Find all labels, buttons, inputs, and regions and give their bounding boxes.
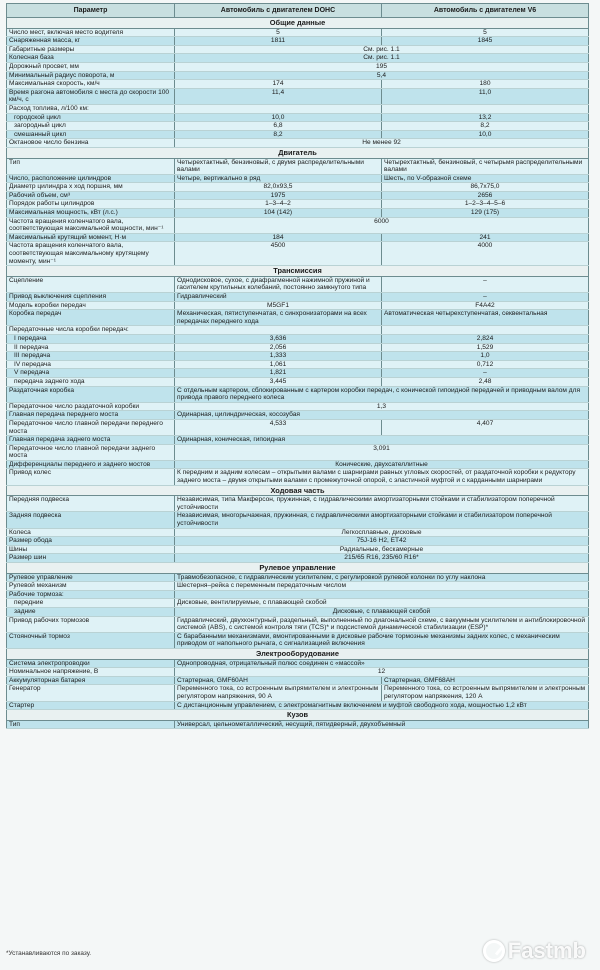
value-cell-v6: – (382, 369, 589, 378)
table-row (7, 386, 589, 402)
param-cell: Максимальная скорость, км/ч (7, 80, 175, 89)
section-title: Общие данные (7, 18, 589, 29)
param-cell: Стартер (7, 701, 175, 710)
table-row (7, 419, 589, 435)
value-cell-shared: Независимая, типа Макферсон, пружинная, с гидравлическими амортизаторными стойками и стабилизатором поперечной устойчивости (175, 496, 589, 512)
section-engine (7, 147, 589, 158)
table-row (7, 537, 589, 546)
table-row (7, 191, 589, 200)
param-cell: Передаточное число раздаточной коробки (7, 402, 175, 411)
value-cell-dohc: 104 (142) (175, 209, 382, 218)
param-cell: Дорожный просвет, мм (7, 62, 175, 71)
table-row (7, 607, 589, 616)
param-cell: Расход топлива, л/100 км: (7, 104, 175, 113)
value-cell-dohc: 10,0 (175, 113, 382, 122)
value-cell-v6: 1,0 (382, 352, 589, 361)
table-row (7, 352, 589, 361)
value-cell-v6: 10,0 (382, 130, 589, 139)
param-cell: Время разгона автомобиля с места до скорости 100 км/ч, с (7, 88, 175, 104)
table-row (7, 460, 589, 469)
value-cell-dohc: Четырехтактный, бензиновый, с двумя распределительными валами (175, 158, 382, 174)
value-cell-dohc: 1,821 (175, 369, 382, 378)
value-cell-shared: Дисковые, вентилируемые, с плавающей скобой (175, 599, 589, 608)
table-row (7, 130, 589, 139)
value-cell-v6: 4,407 (382, 419, 589, 435)
value-cell-shared: Легкосплавные, дисковые (175, 528, 589, 537)
table-row (7, 369, 589, 378)
table-row (7, 360, 589, 369)
param-cell: Порядок работы цилиндров (7, 200, 175, 209)
table-row (7, 54, 589, 63)
value-cell-shared: Однопроводная, отрицательный полюс соединен с «массой» (175, 659, 589, 668)
spec-table (6, 3, 589, 729)
value-cell-dohc: 6,8 (175, 122, 382, 131)
value-cell-shared: См. рис. 1.1 (175, 54, 589, 63)
value-cell-dohc: 184 (175, 233, 382, 242)
section-title: Рулевое управление (7, 563, 589, 574)
value-cell-v6: 2,48 (382, 377, 589, 386)
value-cell-v6: 1,529 (382, 343, 589, 352)
value-cell-shared: Одинарная, коническая, гипоидная (175, 436, 589, 445)
value-cell-dohc: 2,056 (175, 343, 382, 352)
table-row (7, 28, 589, 37)
value-cell-dohc: 1975 (175, 191, 382, 200)
value-cell-v6: 86,7x75,0 (382, 183, 589, 192)
param-cell: Колесная база (7, 54, 175, 63)
value-cell-v6 (382, 326, 589, 335)
value-cell-v6: 241 (382, 233, 589, 242)
table-row (7, 276, 589, 292)
param-cell: Главная передача переднего моста (7, 411, 175, 420)
value-cell-dohc: 4,533 (175, 419, 382, 435)
spec-sheet (6, 3, 588, 729)
table-row (7, 200, 589, 209)
value-cell-v6: 1–2–3–4–5–6 (382, 200, 589, 209)
value-cell-dohc: 3,445 (175, 377, 382, 386)
value-cell-v6: 0,712 (382, 360, 589, 369)
table-row (7, 659, 589, 668)
value-cell-v6: Автоматическая четырехступенчатая, секвентальная (382, 310, 589, 326)
section-title: Трансмиссия (7, 266, 589, 277)
table-row (7, 402, 589, 411)
param-cell: Рабочий объем, см³ (7, 191, 175, 200)
value-cell-dohc: 174 (175, 80, 382, 89)
fastmb-logo-icon (483, 940, 505, 962)
value-cell-dohc: Гидравлический (175, 293, 382, 302)
param-cell: Стояночный тормоз (7, 632, 175, 648)
table-row (7, 233, 589, 242)
value-cell-shared: См. рис. 1.1 (175, 45, 589, 54)
table-row (7, 71, 589, 80)
value-cell-v6: Переменного тока, со встроенным выпрямителем и электронным регулятором напряжения, 120 А (382, 685, 589, 701)
value-cell-shared: Конические, двухсателлитные (175, 460, 589, 469)
table-row (7, 217, 589, 233)
table-row (7, 599, 589, 608)
value-cell-shared: Дисковые, с плавающей скобой (175, 607, 589, 616)
param-cell: загородный цикл (7, 122, 175, 131)
section-general (7, 18, 589, 29)
table-row (7, 377, 589, 386)
table-row (7, 242, 589, 266)
value-cell-dohc (175, 326, 382, 335)
param-cell: IV передача (7, 360, 175, 369)
table-row (7, 436, 589, 445)
value-cell-dohc: 1,061 (175, 360, 382, 369)
value-cell-shared: К передним и задним колесам – открытыми валами с шарнирами равных угловых скоростей, от раздаточной коробки к редуктору заднего моста – двумя открытыми валами с промежуточной опорой, с эластичной муфтой и с карданными шарнирами (175, 469, 589, 485)
param-cell: Тип (7, 720, 175, 729)
value-cell-shared: Радиальные, бескамерные (175, 545, 589, 554)
section-electrical (7, 648, 589, 659)
value-cell-v6: F4A42 (382, 301, 589, 310)
table-row (7, 113, 589, 122)
table-row (7, 496, 589, 512)
param-cell: Модель коробки передач (7, 301, 175, 310)
value-cell-dohc: 5 (175, 28, 382, 37)
table-row (7, 411, 589, 420)
param-cell: Дифференциалы переднего и заднего мостов (7, 460, 175, 469)
section-title: Электрооборудование (7, 648, 589, 659)
value-cell-v6: 2656 (382, 191, 589, 200)
param-cell: Число, расположение цилиндров (7, 174, 175, 183)
table-row (7, 45, 589, 54)
value-cell-dohc (175, 104, 382, 113)
value-cell-dohc: Четыре, вертикально в ряд (175, 174, 382, 183)
value-cell-v6: Шесть, по V-образной схеме (382, 174, 589, 183)
value-cell-shared: 6000 (175, 217, 589, 233)
param-cell: смешанный цикл (7, 130, 175, 139)
param-cell: Привод рабочих тормозов (7, 616, 175, 632)
value-cell-v6: – (382, 276, 589, 292)
value-cell-shared (175, 590, 589, 599)
param-cell: Размер шин (7, 554, 175, 563)
value-cell-shared: Травмобезопасное, с гидравлическим усилителем, с регулировкой рулевой колонки по углу наклона (175, 573, 589, 582)
table-header (7, 4, 589, 18)
param-cell: Привод выключения сцепления (7, 293, 175, 302)
param-cell: Коробка передач (7, 310, 175, 326)
section-title: Кузов (7, 710, 589, 721)
value-cell-dohc: 1,333 (175, 352, 382, 361)
table-row (7, 88, 589, 104)
param-cell: I передача (7, 334, 175, 343)
value-cell-shared: 3,091 (175, 444, 589, 460)
param-cell: передние (7, 599, 175, 608)
section-chassis (7, 485, 589, 496)
table-row (7, 326, 589, 335)
param-cell: Число мест, включая место водителя (7, 28, 175, 37)
table-row (7, 545, 589, 554)
param-cell: Номинальное напряжение, В (7, 668, 175, 677)
table-row (7, 209, 589, 218)
value-cell-dohc: 1811 (175, 37, 382, 46)
param-cell: Задняя подвеска (7, 512, 175, 528)
param-cell: городской цикл (7, 113, 175, 122)
table-row (7, 554, 589, 563)
table-row (7, 444, 589, 460)
table-row (7, 183, 589, 192)
table-row (7, 590, 589, 599)
section-title: Ходовая часть (7, 485, 589, 496)
table-row (7, 512, 589, 528)
value-cell-v6: 129 (175) (382, 209, 589, 218)
table-row (7, 685, 589, 701)
watermark (483, 938, 586, 964)
table-row (7, 720, 589, 729)
table-row (7, 80, 589, 89)
value-cell-dohc: 4500 (175, 242, 382, 266)
param-cell: Тип (7, 158, 175, 174)
table-row (7, 573, 589, 582)
table-row (7, 469, 589, 485)
param-cell: Минимальный радиус поворота, м (7, 71, 175, 80)
value-cell-dohc: M5GF1 (175, 301, 382, 310)
value-cell-v6 (382, 104, 589, 113)
watermark-text: Fastmb (507, 938, 586, 963)
value-cell-shared: 75J-16 H2, ET42 (175, 537, 589, 546)
value-cell-shared: 215/65 R16, 235/60 R16* (175, 554, 589, 563)
section-steering (7, 563, 589, 574)
param-cell: Диаметр цилиндра х ход поршня, мм (7, 183, 175, 192)
value-cell-shared: 195 (175, 62, 589, 71)
param-cell: V передача (7, 369, 175, 378)
value-cell-dohc: 3,636 (175, 334, 382, 343)
value-cell-v6: 180 (382, 80, 589, 89)
param-cell: Система электропроводки (7, 659, 175, 668)
table-row (7, 334, 589, 343)
value-cell-shared: С отдельным картером, сблокированным с картером коробки передач, с конической гипоидной передачей и приводным валом для привода правого переднего колеса (175, 386, 589, 402)
param-cell: Октановое число бензина (7, 139, 175, 148)
param-cell: Рабочие тормоза: (7, 590, 175, 599)
param-cell: Раздаточная коробка (7, 386, 175, 402)
value-cell-shared: Одинарная, цилиндрическая, косозубая (175, 411, 589, 420)
param-cell: Рулевой механизм (7, 582, 175, 591)
value-cell-v6: 11,0 (382, 88, 589, 104)
value-cell-shared: Гидравлический, двухконтурный, раздельный, выполненный по диагональной схеме, с вакуумным усилителем и антиблокировочной системой (ABS), с системой контроля тяги (TCS)* и подсистемой динамической стабилизации (ESP)* (175, 616, 589, 632)
table-row (7, 139, 589, 148)
value-cell-dohc: 11,4 (175, 88, 382, 104)
param-cell: Привод колес (7, 469, 175, 485)
value-cell-v6: 2,824 (382, 334, 589, 343)
param-cell: Шины (7, 545, 175, 554)
value-cell-v6: 4000 (382, 242, 589, 266)
value-cell-v6: Четырехтактный, бензиновый, с четырьмя распределительными валами (382, 158, 589, 174)
param-cell: Сцепление (7, 276, 175, 292)
value-cell-shared: Универсал, цельнометаллический, несущий, пятидверный, двухобъемный (175, 720, 589, 729)
section-transmission (7, 266, 589, 277)
param-cell: II передача (7, 343, 175, 352)
param-cell: Передаточное число главной передачи переднего моста (7, 419, 175, 435)
table-row (7, 174, 589, 183)
param-cell: Передаточные числа коробки передач: (7, 326, 175, 335)
col-header-param: Параметр (7, 4, 175, 18)
value-cell-shared: Независимая, многорычажная, пружинная, с гидравлическими амортизаторными стойками и стабилизатором поперечной устойчивости (175, 512, 589, 528)
table-row (7, 701, 589, 710)
value-cell-shared: Не менее 92 (175, 139, 589, 148)
param-cell: III передача (7, 352, 175, 361)
col-header-v6: Автомобиль с двигателем V6 (382, 4, 589, 18)
value-cell-dohc: Стартерная, GMF60AH (175, 676, 382, 685)
value-cell-dohc: Однодисковое, сухое, с диафрагменной нажимной пружиной и гасителем крутильных колебаний, постоянно замкнутого типа (175, 276, 382, 292)
param-cell: Габаритные размеры (7, 45, 175, 54)
table-row (7, 528, 589, 537)
table-row (7, 37, 589, 46)
value-cell-shared: 5,4 (175, 71, 589, 80)
table-row (7, 616, 589, 632)
value-cell-shared: С дистанционным управлением, с электромагнитным включением и муфтой свободного хода, мощностью 1,2 кВт (175, 701, 589, 710)
value-cell-shared: Шестерня–рейка с переменным передаточным числом (175, 582, 589, 591)
param-cell: Передаточное число главной передачи заднего моста (7, 444, 175, 460)
value-cell-v6: 13,2 (382, 113, 589, 122)
value-cell-shared: 1,3 (175, 402, 589, 411)
param-cell: передача заднего хода (7, 377, 175, 386)
value-cell-v6: – (382, 293, 589, 302)
param-cell: Колеса (7, 528, 175, 537)
table-row (7, 158, 589, 174)
section-body (7, 710, 589, 721)
table-row (7, 310, 589, 326)
value-cell-v6: Стартерная, GMF68AH (382, 676, 589, 685)
value-cell-v6: 8,2 (382, 122, 589, 131)
value-cell-shared: С барабанными механизмами, вмонтированными в дисковые рабочие тормозные механизмы задних колес, с механическим приводом от напольного рычага, с сигнализацией включения (175, 632, 589, 648)
param-cell: Передняя подвеска (7, 496, 175, 512)
param-cell: Максимальный крутящий момент, Н·м (7, 233, 175, 242)
table-row (7, 293, 589, 302)
param-cell: Генератор (7, 685, 175, 701)
table-row (7, 62, 589, 71)
param-cell: Частота вращения коленчатого вала, соответствующая максимальной мощности, мин⁻¹ (7, 217, 175, 233)
param-cell: Рулевое управление (7, 573, 175, 582)
section-title: Двигатель (7, 147, 589, 158)
value-cell-dohc: 1–3–4–2 (175, 200, 382, 209)
param-cell: Максимальная мощность, кВт (л.с.) (7, 209, 175, 218)
value-cell-dohc: Механическая, пятиступенчатая, с синхронизаторами на всех передачах переднего хода (175, 310, 382, 326)
param-cell: Размер обода (7, 537, 175, 546)
value-cell-dohc: 82,0x93,5 (175, 183, 382, 192)
value-cell-dohc: 8,2 (175, 130, 382, 139)
value-cell-v6: 5 (382, 28, 589, 37)
param-cell: Аккумуляторная батарея (7, 676, 175, 685)
table-row (7, 343, 589, 352)
table-row (7, 104, 589, 113)
value-cell-v6: 1845 (382, 37, 589, 46)
param-cell: задние (7, 607, 175, 616)
table-row (7, 122, 589, 131)
footnote: *Устанавливаются по заказу. (6, 950, 92, 957)
table-row (7, 676, 589, 685)
param-cell: Снаряженная масса, кг (7, 37, 175, 46)
param-cell: Главная передача заднего моста (7, 436, 175, 445)
table-row (7, 632, 589, 648)
table-row (7, 301, 589, 310)
col-header-dohc: Автомобиль с двигателем DOHC (175, 4, 382, 18)
value-cell-shared: 12 (175, 668, 589, 677)
table-row (7, 668, 589, 677)
value-cell-dohc: Переменного тока, со встроенным выпрямителем и электронным регулятором напряжения, 90 А (175, 685, 382, 701)
param-cell: Частота вращения коленчатого вала, соответствующая максимальному крутящему моменту, мин⁻¹ (7, 242, 175, 266)
table-row (7, 582, 589, 591)
